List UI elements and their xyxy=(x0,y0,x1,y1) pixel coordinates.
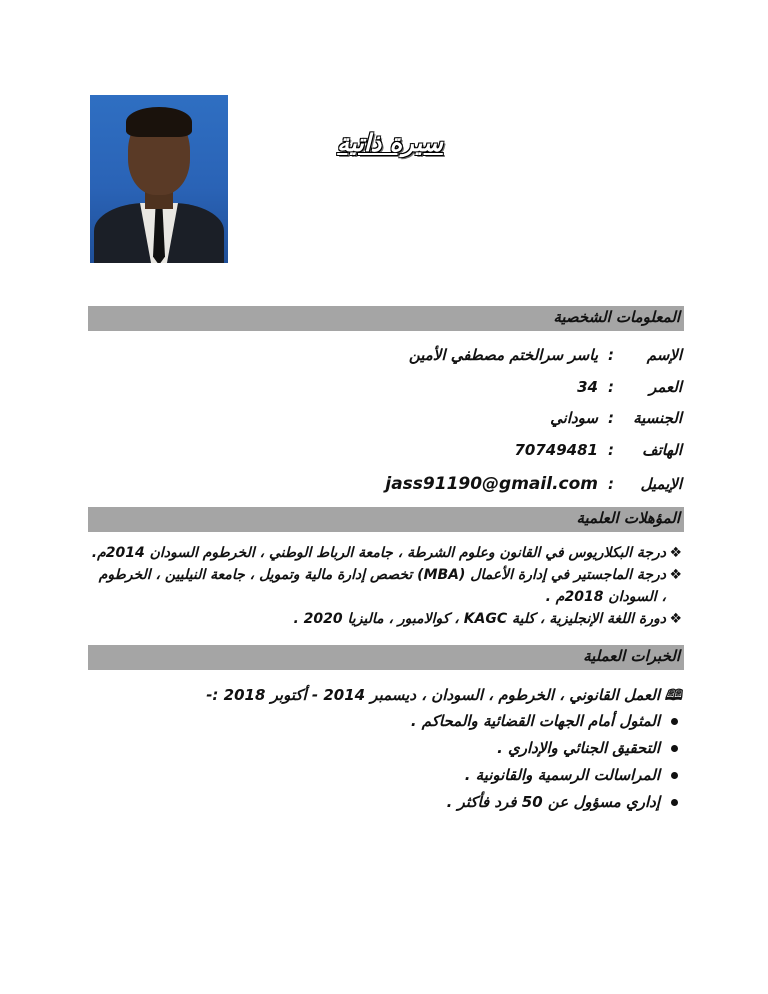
age-colon: : xyxy=(608,378,614,396)
nationality-colon: : xyxy=(608,409,614,427)
age-label: العمر xyxy=(649,378,682,396)
email-row xyxy=(385,474,682,494)
experience-header xyxy=(206,685,682,710)
bullet-dot-icon xyxy=(671,745,678,752)
section-qualifications-title: المؤهلات العلمية xyxy=(576,509,680,527)
page-title: سيرة ذاتية xyxy=(337,128,443,157)
diamond-bullet-icon: ❖ xyxy=(669,545,682,561)
qualification-item-1 xyxy=(82,542,682,564)
email-colon: : xyxy=(608,475,614,493)
bullet-dot-icon xyxy=(671,799,678,806)
qualification-item-3 xyxy=(82,608,682,630)
qualification-item-2-cont: ، السودان 2018م . xyxy=(545,589,666,605)
name-value: ياسر سرالختم مصطفي الأمين xyxy=(408,346,598,364)
qualification-text-3: دورة اللغة الإنجليزية ، كلية KAGC ، كوالامبور ، ماليزيا 2020 . xyxy=(293,611,666,627)
experience-item-3 xyxy=(122,762,682,789)
name-label: الإسم xyxy=(646,346,682,364)
section-qualifications-bar xyxy=(88,507,684,532)
qualification-item-2 xyxy=(82,564,682,586)
bullet-dot-icon xyxy=(671,718,678,725)
email-value[interactable]: jass91190@gmail.com xyxy=(385,474,598,494)
section-personal-bar xyxy=(88,306,684,331)
phone-label: الهاتف xyxy=(642,441,682,459)
age-value: 34 xyxy=(577,378,598,396)
experience-item-1 xyxy=(122,708,682,735)
diamond-bullet-icon: ❖ xyxy=(669,611,682,627)
name-colon: : xyxy=(608,346,614,364)
experience-item-4 xyxy=(122,789,682,816)
email-label: الإيميل xyxy=(640,475,682,493)
nationality-value: سوداني xyxy=(550,409,598,427)
section-experience-title: الخبرات العملية xyxy=(583,647,680,665)
nationality-label: الجنسية xyxy=(633,409,682,427)
experience-header-text: العمل القانوني ، الخرطوم ، السودان ، ديسمبر 2014 - أكتوبر 2018 :- xyxy=(206,686,660,704)
age-row xyxy=(577,378,682,396)
qualifications-list xyxy=(82,542,682,630)
bullet-dot-icon xyxy=(671,772,678,779)
phone-row xyxy=(515,441,683,459)
experience-text-1: المثول أمام الجهات القضائية والمحاكم . xyxy=(410,712,660,730)
hair-shape xyxy=(126,107,192,137)
name-row xyxy=(409,346,682,364)
section-experience-bar xyxy=(88,645,684,670)
experience-list xyxy=(122,708,682,816)
experience-text-3: المراسالت الرسمية والقانونية . xyxy=(464,766,660,784)
qualification-text-2: درجة الماجستير في إدارة الأعمال (MBA) تخصص إدارة مالية وتمويل ، جامعة النيليين ، الخرطوم xyxy=(98,567,666,583)
book-icon: 🕮 xyxy=(664,686,682,704)
profile-photo xyxy=(90,95,228,263)
experience-text-2: التحقيق الجنائي والإداري . xyxy=(497,739,660,757)
nationality-row xyxy=(550,409,682,427)
diamond-bullet-icon: ❖ xyxy=(669,567,682,583)
phone-value: 70749481 xyxy=(514,441,598,459)
section-personal-title: المعلومات الشخصية xyxy=(553,308,680,326)
qualification-text-1: درجة البكلاريوس في القانون وعلوم الشرطة ، جامعة الرباط الوطني ، الخرطوم السودان 2014م. xyxy=(91,545,666,561)
experience-item-2 xyxy=(122,735,682,762)
experience-text-4: إداري مسؤول عن 50 فرد فأكثر . xyxy=(446,793,660,811)
phone-colon: : xyxy=(608,441,614,459)
